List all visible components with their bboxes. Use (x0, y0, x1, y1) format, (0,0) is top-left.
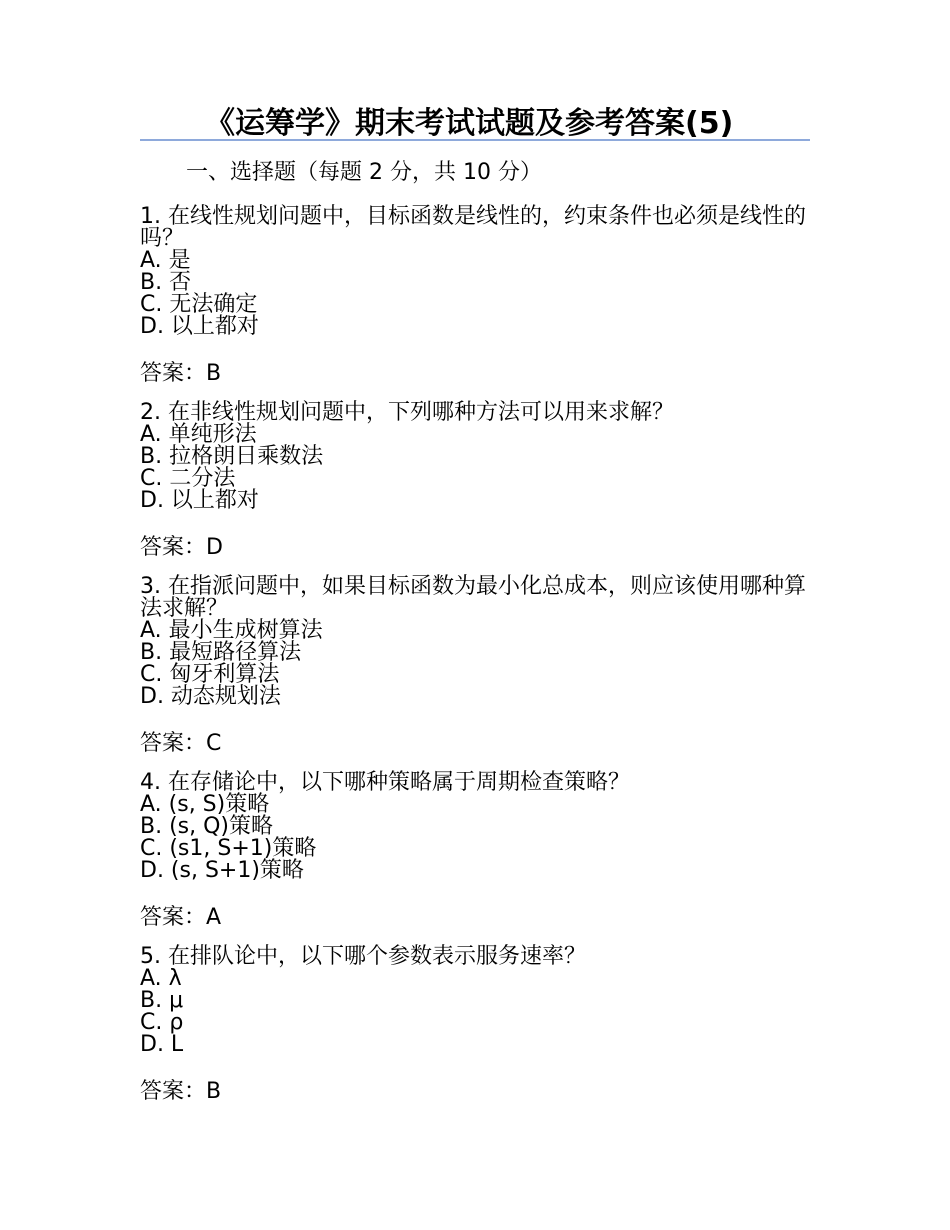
option-c: C. ρ (140, 1010, 184, 1035)
answer: 答案：A (140, 905, 222, 930)
answer: 答案：C (140, 731, 222, 756)
option-c: C. 二分法 (140, 466, 236, 491)
question-4 (140, 772, 810, 932)
question-stem: 2. 在非线性规划问题中，下列哪种方法可以用来求解？ (140, 400, 674, 425)
section-heading: 一、选择题（每题 2 分，共 10 分） (186, 160, 542, 185)
question-5 (140, 946, 810, 1106)
question-stem: 3. 在指派问题中，如果目标函数为最小化总成本，则应该使用哪种算法求解？ (140, 574, 806, 621)
option-c: C. 匈牙利算法 (140, 662, 280, 687)
question-stem: 4. 在存储论中，以下哪种策略属于周期检查策略？ (140, 770, 630, 795)
option-a: A. λ (140, 966, 182, 991)
question-stem: 1. 在线性规划问题中，目标函数是线性的，约束条件也必须是线性的吗？ (140, 204, 806, 251)
document-title: 《运筹学》期末考试试题及参考答案(5) (205, 106, 734, 141)
option-d: D. (s, S+1)策略 (140, 858, 304, 883)
title-underline (140, 139, 810, 141)
option-b: B. 否 (140, 270, 192, 295)
option-a: A. 单纯形法 (140, 422, 257, 447)
option-c: C. (s1, S+1)策略 (140, 836, 317, 861)
option-b: B. μ (140, 988, 184, 1013)
option-d: D. 动态规划法 (140, 684, 281, 709)
option-a: A. 最小生成树算法 (140, 618, 323, 643)
option-d: D. 以上都对 (140, 314, 259, 339)
option-b: B. 拉格朗日乘数法 (140, 444, 324, 469)
answer: 答案：B (140, 361, 222, 386)
question-1 (140, 206, 810, 388)
option-d: D. L (140, 1032, 184, 1057)
option-a: A. (s, S)策略 (140, 792, 270, 817)
option-c: C. 无法确定 (140, 292, 258, 317)
question-3 (140, 576, 810, 758)
option-a: A. 是 (140, 248, 191, 273)
option-b: B. (s, Q)策略 (140, 814, 274, 839)
answer: 答案：D (140, 535, 223, 560)
answer: 答案：B (140, 1079, 222, 1104)
option-b: B. 最短路径算法 (140, 640, 302, 665)
question-2 (140, 402, 810, 562)
question-stem: 5. 在排队论中，以下哪个参数表示服务速率？ (140, 944, 586, 969)
option-d: D. 以上都对 (140, 488, 259, 513)
